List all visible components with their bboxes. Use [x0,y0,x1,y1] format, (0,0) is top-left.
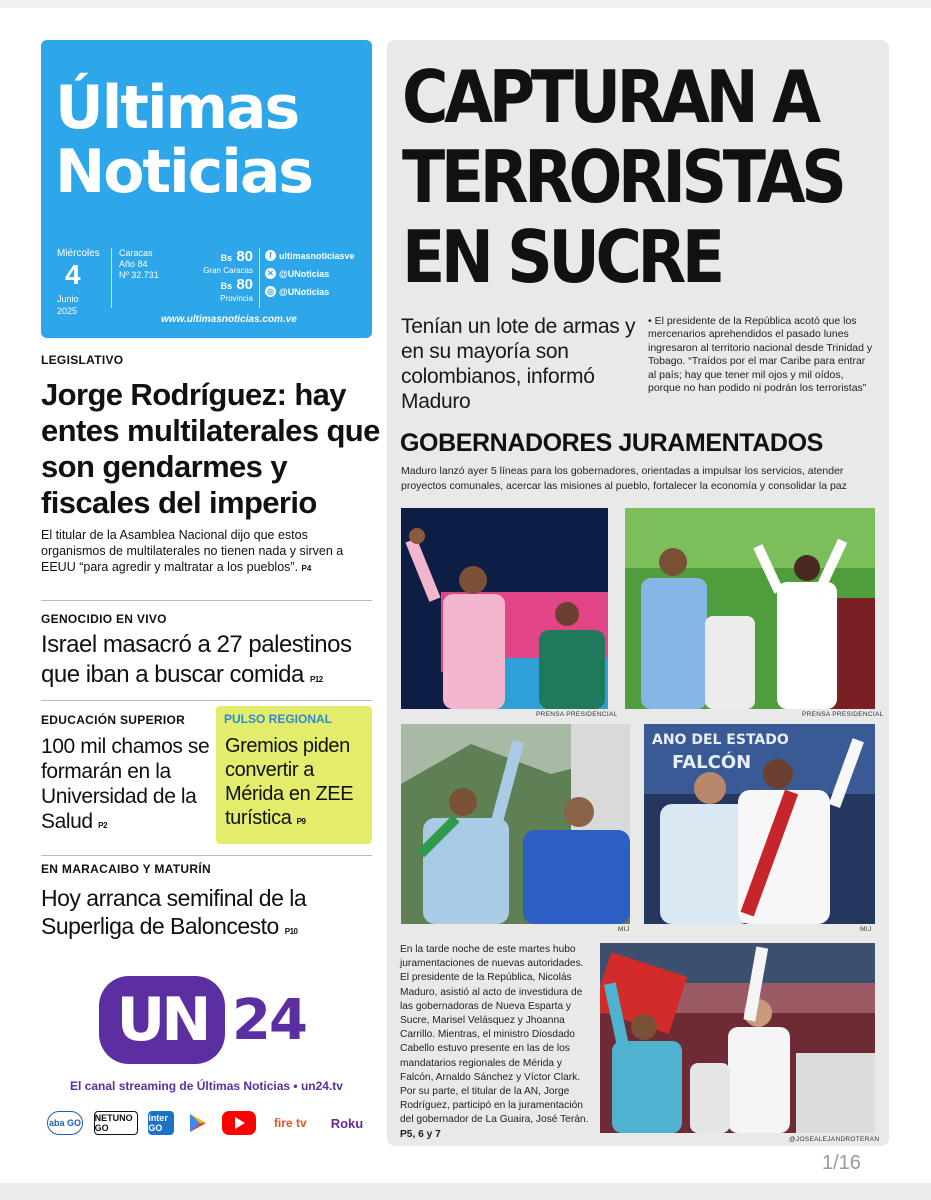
main-headline[interactable]: CAPTURAN A TERRORISTAS EN SUCRE [402,55,843,299]
maracaibo-kicker: EN MARACAIBO Y MATURÍN [41,862,211,876]
price-region-2: Provincia [220,294,253,303]
genocidio-headline[interactable]: Israel masacró a 27 palestinos que iban a buscar comida P12 [41,631,352,688]
newspaper-logo [55,73,313,207]
un24-tagline: El canal streaming de Últimas Noticias • un24.tv [70,1079,343,1093]
aba-go-icon[interactable]: aba GO [47,1111,83,1135]
maracaibo-headline[interactable]: Hoy arranca semifinal de la Superliga de Baloncesto P10 [41,885,307,939]
viewer-bottom-bar [0,1183,931,1200]
edition-city [119,248,159,281]
photo-cabello-merida[interactable] [401,724,630,924]
pulso-kicker: PULSO REGIONAL [224,712,333,726]
legislativo-dek: El titular de la Asamblea Nacional dijo que estos organismos de multilaterales no tienen nada y sirven a EEUU “para agredir y maltratar a los pueblos”. P4 [41,528,344,574]
gobernadores-sub: Maduro lanzó ayer 5 líneas para los gobernadores, orientadas a impulsar los servicios, atender proyectos comunales, acercar las misiones al pueblo, fortalecer la economía y consolidar la paz [401,465,847,492]
price-region-1: Gran Caracas [203,266,253,275]
page-ref: P4 [301,564,312,573]
year: 2025 [57,306,78,316]
social-facebook[interactable]: f ultimasnoticiasve [265,250,355,261]
banner-text-2: FALCÓN [672,752,752,773]
issue-number: Nº 32.731 [119,270,159,280]
info-divider [111,248,112,308]
photo-credit-3: MIJ [618,926,630,933]
viewer-top-bar [0,0,931,8]
educacion-kicker: EDUCACIÓN SUPERIOR [41,713,186,727]
roku-icon[interactable]: Roku [330,1115,364,1131]
day-number: 4 [65,259,81,290]
page-ref: P9 [296,817,306,826]
website-link[interactable]: www.ultimasnoticias.com.ve [161,314,297,325]
social-instagram[interactable]: ◎ @UNoticias [267,286,330,297]
google-play-icon[interactable] [185,1111,211,1135]
photo-credit-5: @JOSEALEJANDROTERAN [789,1136,880,1143]
page-ref: P5, 6 y 7 [400,1128,441,1140]
month: Junio [57,294,79,304]
legislativo-kicker: LEGISLATIVO [41,353,124,367]
netuno-go-icon[interactable]: NETUNO GO [94,1111,138,1135]
edition-info [53,248,363,330]
instagram-icon: ◎ [265,286,276,297]
pulso-regional-box[interactable] [216,706,372,844]
x-icon: ✕ [265,268,276,279]
genocidio-kicker: GENOCIDIO EN VIVO [41,612,167,626]
facebook-icon: f [265,250,276,261]
social-x[interactable]: ✕ @UNoticias [265,268,329,279]
divider [41,600,372,601]
photo-jorge-rodriguez-la-guaira[interactable] [600,943,875,1133]
photo-maduro-blue-shirt[interactable] [625,508,875,709]
gobernadores-body: En la tarde noche de este martes hubo juramentaciones de nuevas autoridades. El presidente de la República, Nicolás Maduro, asistió al acto de investidura de las gobernadoras de Nueva Esparta y Sucre, Marisel Velásquez y Jhoanna Carrillo. Mientras, el ministro Diosdado Cabello estuvo presente en las de los mandatarios regionales de Mérida y Falcón, Arnaldo Sánchez y Víctor Clark. Por su parte, el titular de la AN, Jorge Rodríguez, participó en la juramentación del gobernador de La Guaira, José Terán. P5, 6 y 7 [400,944,589,1140]
logo-line-1: Últimas [55,73,299,143]
photo-credit-4: MIJ [860,926,872,933]
weekday: Miércoles [57,248,100,259]
photo-cabello-falcon[interactable] [644,724,875,924]
price-gran-caracas: Bs 80 [220,248,253,265]
logo-line-2: Noticias [55,137,313,207]
price-provincia: Bs 80 [220,276,253,293]
un24-number: 24 [232,988,306,1053]
divider [41,855,372,856]
fire-tv-icon[interactable]: fire tv [273,1116,307,1130]
masthead [41,40,372,338]
un24-logo[interactable]: UN [99,976,225,1064]
photo-maduro-pink-shirt[interactable] [401,508,608,709]
photo-credit-2: PRENSA PRESIDENCIAL [802,711,884,718]
streaming-platforms [47,1108,369,1138]
photo-credit-1: PRENSA PRESIDENCIAL [536,711,618,718]
legislativo-headline[interactable]: Jorge Rodríguez: hay entes multilaterales que son gendarmes y fiscales del imperio [41,377,380,520]
divider [41,700,372,701]
page-ref: P12 [310,675,323,684]
info-divider-2 [259,248,260,308]
main-deck: Tenían un lote de armas y en su mayoría son colombianos, informó Maduro [401,315,636,413]
youtube-icon[interactable] [222,1111,256,1135]
main-bullet: • El presidente de la República acotó que los mercenarios aprehendidos el pasado lunes ingresaron al territorio nacional desde Trinidad y Tobago. “Traídos por el mar Caribe para entrar al país; hay que tener mil ojos y mil oídos, porque no han podido ni podrán los terroristas” [648,315,873,395]
page-ref: P10 [284,927,298,936]
banner-text-1: ANO DEL ESTADO [652,732,789,748]
gobernadores-headline[interactable]: GOBERNADORES JURAMENTADOS [400,429,823,457]
city: Caracas [119,248,153,258]
page-indicator: 1/16 [822,1152,861,1174]
inter-go-icon[interactable]: inter GO [148,1111,174,1135]
edition-year: Año 84 [119,259,148,269]
educacion-headline[interactable]: 100 mil chamos se formarán en la Universidad de la Salud P2 [41,735,210,833]
page-ref: P2 [98,821,108,830]
pulso-headline: Gremios piden convertir a Mérida en ZEE turística P9 [225,735,354,829]
